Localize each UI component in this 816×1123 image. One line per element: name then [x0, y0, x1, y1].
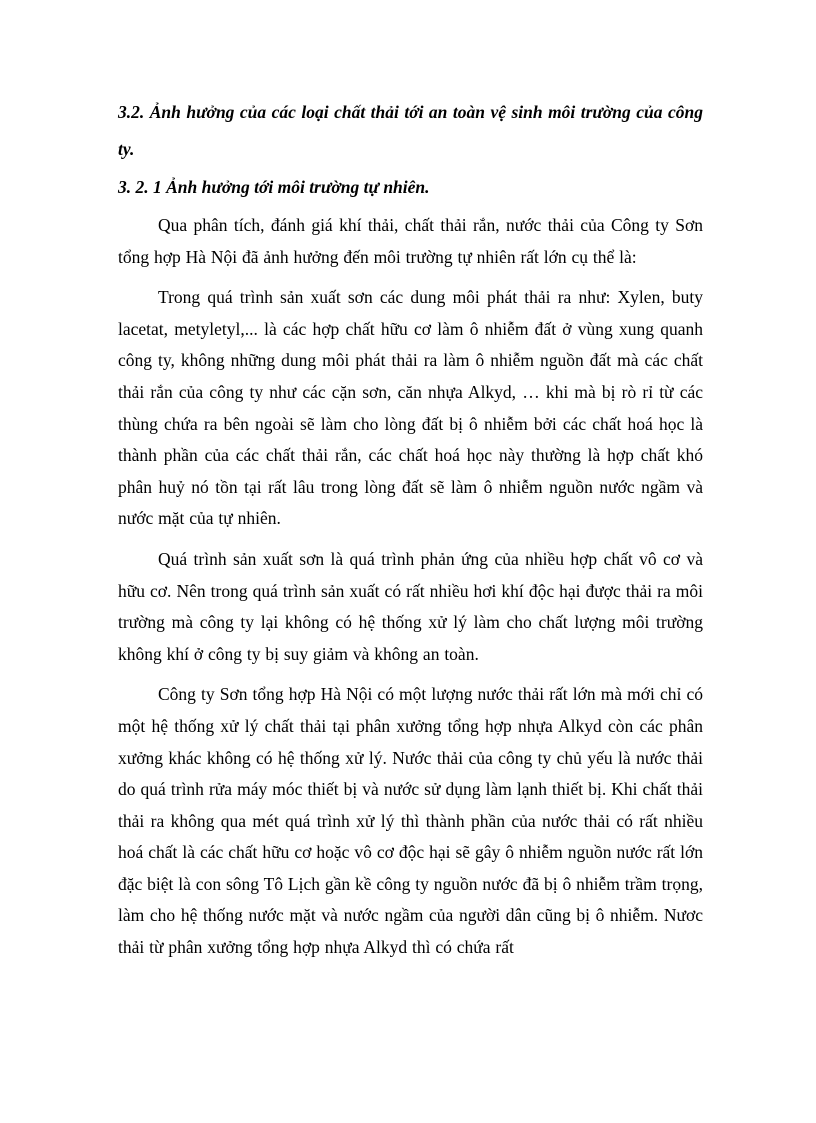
- paragraph-2: Trong quá trình sản xuất sơn các dung môi phát thải ra như: Xylen, buty lacetat, metyletyl,... là các hợp chất hữu cơ làm ô nhiễm đất ở vùng xung quanh công ty, không những dung môi phát thải ra làm ô nhiễm nguồn đất mà các chất thải rắn của công ty như các cặn sơn, căn nhựa Alkyd, … khi mà bị rò rỉ từ các thùng chứa ra bên ngoài sẽ làm cho lòng đất bị ô nhiễm bởi các chất hoá học là thành phần của các chất thải rắn, các chất hoá học này thường là hợp chất khó phân huỷ nó tồn tại rất lâu trong lòng đất sẽ làm ô nhiễm nguồn nước ngầm và nước mặt của tự nhiên.: [118, 287, 703, 529]
- paragraph-3: Quá trình sản xuất sơn là quá trình phản ứng của nhiều hợp chất vô cơ và hữu cơ. Nên trong quá trình sản xuất có rất nhiều hơi khí độc hại được thải ra môi trường mà công ty lại không có hệ thống xử lý làm cho chất lượng môi trường không khí ở công ty bị suy giảm và không an toàn.: [118, 548, 703, 664]
- subsection-heading: 3. 2. 1 Ảnh hưởng tới môi trường tự nhiên.: [118, 177, 430, 197]
- paragraph-1: Qua phân tích, đánh giá khí thải, chất thải rắn, nước thải của Công ty Sơn tổng hợp Hà Nội đã ảnh hưởng đến môi trường tự nhiên rất lớn cụ thể là:: [118, 215, 703, 267]
- document-page: [118, 94, 703, 973]
- section-heading: 3.2. Ảnh hưởng của các loại chất thải tới an toàn vệ sinh môi trường của công ty.: [118, 102, 703, 159]
- paragraph-4: Công ty Sơn tổng hợp Hà Nội có một lượng nước thải rất lớn mà mới chỉ có một hệ thống xử lý chất thải tại phân xưởng tổng hợp nhựa Alkyd còn các phân xưởng khác không có hệ thống xử lý. Nước thải của công ty chủ yếu là nước thải do quá trình rửa máy móc thiết bị và nước sử dụng làm lạnh thiết bị. Khi chất thải thải ra không qua mét quá trình xử lý thì thành phần của nước thải có rất nhiều hoá chất là các chất hữu cơ hoặc vô cơ độc hại sẽ gây ô nhiễm nguồn nước rất lớn đặc biệt là con sông Tô Lịch gần kề công ty nguồn nước đã bị ô nhiễm trầm trọng, làm cho hệ thống nước mặt và nước ngầm của người dân cũng bị ô nhiễm. Nươc thải từ phân xưởng tổng hợp nhựa Alkyd thì có chứa rất: [118, 684, 703, 958]
